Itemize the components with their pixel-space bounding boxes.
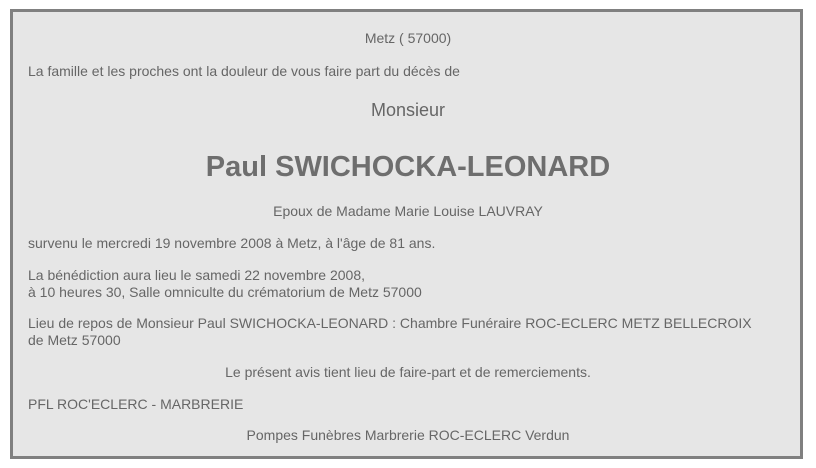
company-line-2: Pompes Funèbres Marbrerie ROC-ECLERC Verdun [246,427,570,443]
rest-place-line-2: de Metz 57000 [28,332,121,348]
ceremony-line-2: à 10 heures 30, Salle omniculte du crématorium de Metz 57000 [28,284,422,300]
honorific-title: Monsieur [370,100,446,120]
ceremony-line-1: La bénédiction aura lieu le samedi 22 novembre 2008, [28,267,366,283]
city-line: Metz ( 57000) [364,30,452,46]
obituary-notice [10,9,803,459]
death-info: survenu le mercredi 19 novembre 2008 à Metz, à l'âge de 81 ans. [28,235,436,251]
intro-text: La famille et les proches ont la douleur de vous faire part du décès de [28,63,460,79]
company-line-1: PFL ROC'ECLERC - MARBRERIE [28,396,244,412]
rest-place-line-1: Lieu de repos de Monsieur Paul SWICHOCKA-LEONARD : Chambre Funéraire ROC-ECLERC METZ BELLECROIX [28,315,752,331]
deceased-name: Paul SWICHOCKA-LEONARD [205,151,611,183]
spouse-line: Epoux de Madame Marie Louise LAUVRAY [273,203,543,219]
thanks-line: Le présent avis tient lieu de faire-part et de remerciements. [225,364,591,380]
